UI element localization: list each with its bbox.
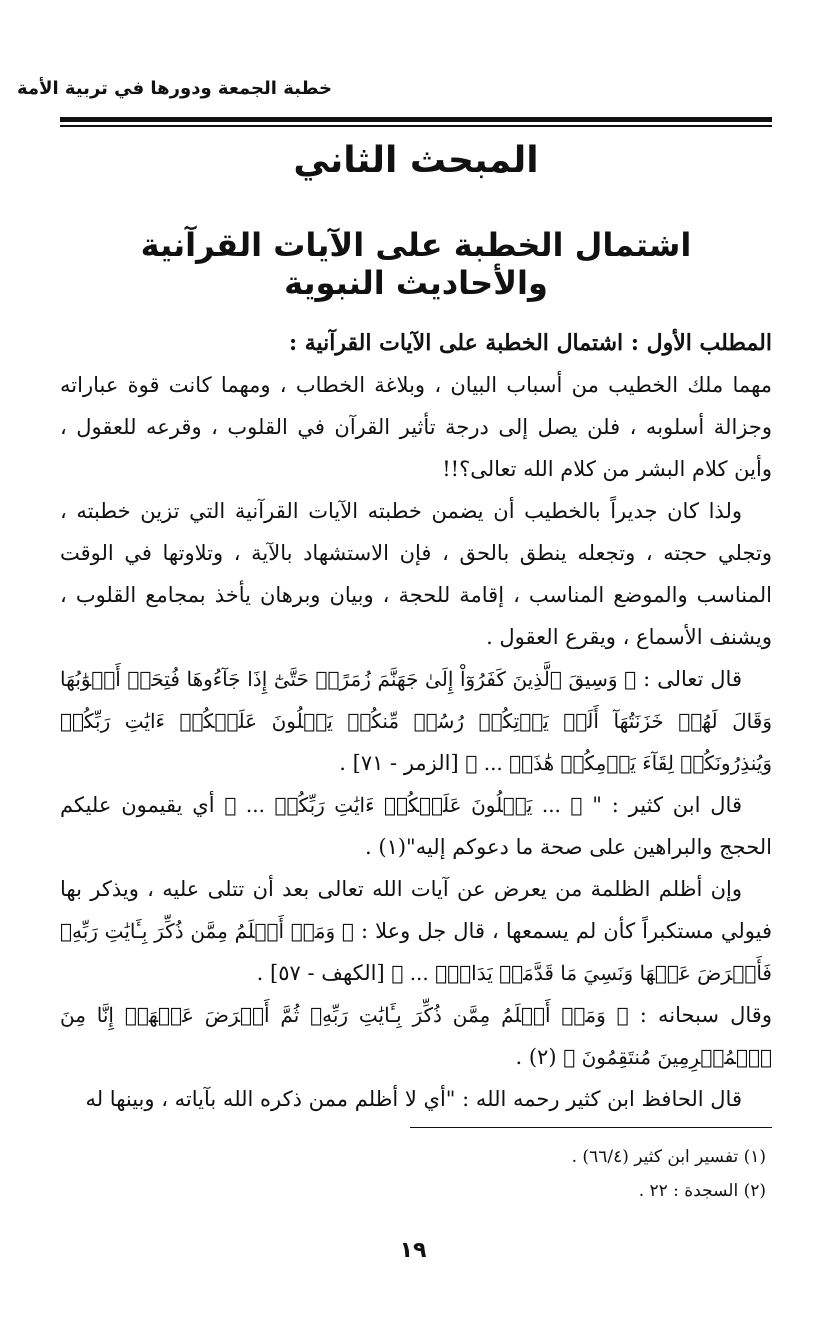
paragraph-5 — [60, 868, 772, 994]
paragraph-3 — [60, 658, 772, 784]
quran-verse: ﴿ ... يَتۡلُونَ عَلَيۡكُمۡ ءَايَٰتِ رَبِّكُمۡ ... ﴾ — [224, 793, 583, 817]
verse-reference: [الكهف - ٥٧] . — [256, 961, 385, 985]
verse-intro: وقال سبحانه : — [639, 1003, 772, 1027]
footnote-2: (٢) السجدة : ٢٢ . — [638, 1181, 766, 1201]
footnote-marker: (٢) . — [515, 1045, 557, 1069]
page-number: ١٩ — [399, 1238, 427, 1263]
footnotes — [266, 1140, 766, 1208]
verse-reference: [الزمر - ٧١] . — [339, 751, 459, 775]
paragraph-2: ولذا كان جديراً بالخطيب أن يضمن خطبته الآيات القرآنية التي تزين خطبته ، وتجلي حجته ، وتجعله ينطق بالحق ، فإن الاستشهاد بالآية ، وتلاوتها في الوقت المناسب والموضع المناسب ، إقامة للحجة ، وبيان وبرهان يأخذ بمجامع القلوب ، ويشنف الأسماع ، ويقرع العقول . — [60, 499, 772, 649]
paragraph-6 — [60, 994, 772, 1078]
quran-verse: ﴿ وَسِيقَ ٱلَّذِينَ كَفَرُوٓاْ إِلَىٰ جَهَنَّمَ زُمَرًاۖ حَتَّىٰٓ إِذَا جَآءُوهَا فُتِحَتۡ أَبۡوَٰبُهَا وَقَالَ لَهُمۡ خَزَنَتُهَآ أَلَمۡ يَأۡتِكُمۡ رُسُلٞ مِّنكُمۡ يَتۡلُونَ عَلَيۡكُمۡ ءَايَٰتِ رَبِّكُمۡ وَيُنذِرُونَكُمۡ لِقَآءَ يَوۡمِكُمۡ هَٰذَاۚ ... ﴾ — [60, 667, 772, 775]
verse-intro: وإن أظلم الظلمة من يعرض عن آيات الله تعالى بعد أن تتلى عليه ، ويذكر بها فيولي مستكبراً كأن لم يسمعها ، قال جل وعلا : — [60, 877, 772, 943]
footnote-divider — [410, 1127, 772, 1128]
chapter-title: اشتمال الخطبة على الآيات القرآنية والأحاديث النبوية — [140, 226, 692, 302]
quran-verse: ﴿ وَمَنۡ أَظۡلَمُ مِمَّن ذُكِّرَ بِـَٔايَٰتِ رَبِّهِۦ ثُمَّ أَعۡرَضَ عَنۡهَآۚ إِنَّا مِنَ ٱلۡمُجۡرِمِينَ مُنتَقِمُونَ ﴾ — [60, 1003, 772, 1069]
header-rule-thick — [60, 117, 772, 122]
header-rule-thin — [60, 125, 772, 127]
quote-intro: قال ابن كثير : " — [592, 793, 742, 817]
body-text — [60, 322, 772, 1120]
paragraph-1: مهما ملك الخطيب من أسباب البيان ، وبلاغة الخطاب ، ومهما كانت قوة عباراته وجزالة أسلوبه ، فلن يصل إلى درجة تأثير القرآن في القلوب ، وقرعه للعقول ، وأين كلام البشر من كلام الله تعالى؟!! — [60, 373, 772, 481]
paragraph-7: قال الحافظ ابن كثير رحمه الله : "أي لا أظلم ممن ذكره الله بآياته ، وبينها له — [85, 1087, 742, 1111]
section-title: المبحث الثاني — [293, 140, 539, 181]
verse-intro: قال تعالى : — [643, 667, 742, 691]
subheading: المطلب الأول : اشتمال الخطبة على الآيات القرآنية : — [288, 330, 772, 356]
running-header: خطبة الجمعة ودورها في تربية الأمة — [17, 78, 332, 99]
quote-text: أي يقيمون عليكم الحجج والبراهين على صحة ما دعوكم إليه"(١) . — [60, 793, 772, 859]
quran-verse: ﴿ وَمَنۡ أَظۡلَمُ مِمَّن ذُكِّرَ بِـَٔايَٰتِ رَبِّهِۦ فَأَعۡرَضَ عَنۡهَا وَنَسِيَ مَا قَدَّمَتۡ يَدَاهُۚ ... ﴾ — [60, 919, 772, 985]
footnote-1: (١) تفسير ابن كثير (٦٦/٤) . — [571, 1147, 766, 1167]
paragraph-4 — [60, 784, 772, 868]
